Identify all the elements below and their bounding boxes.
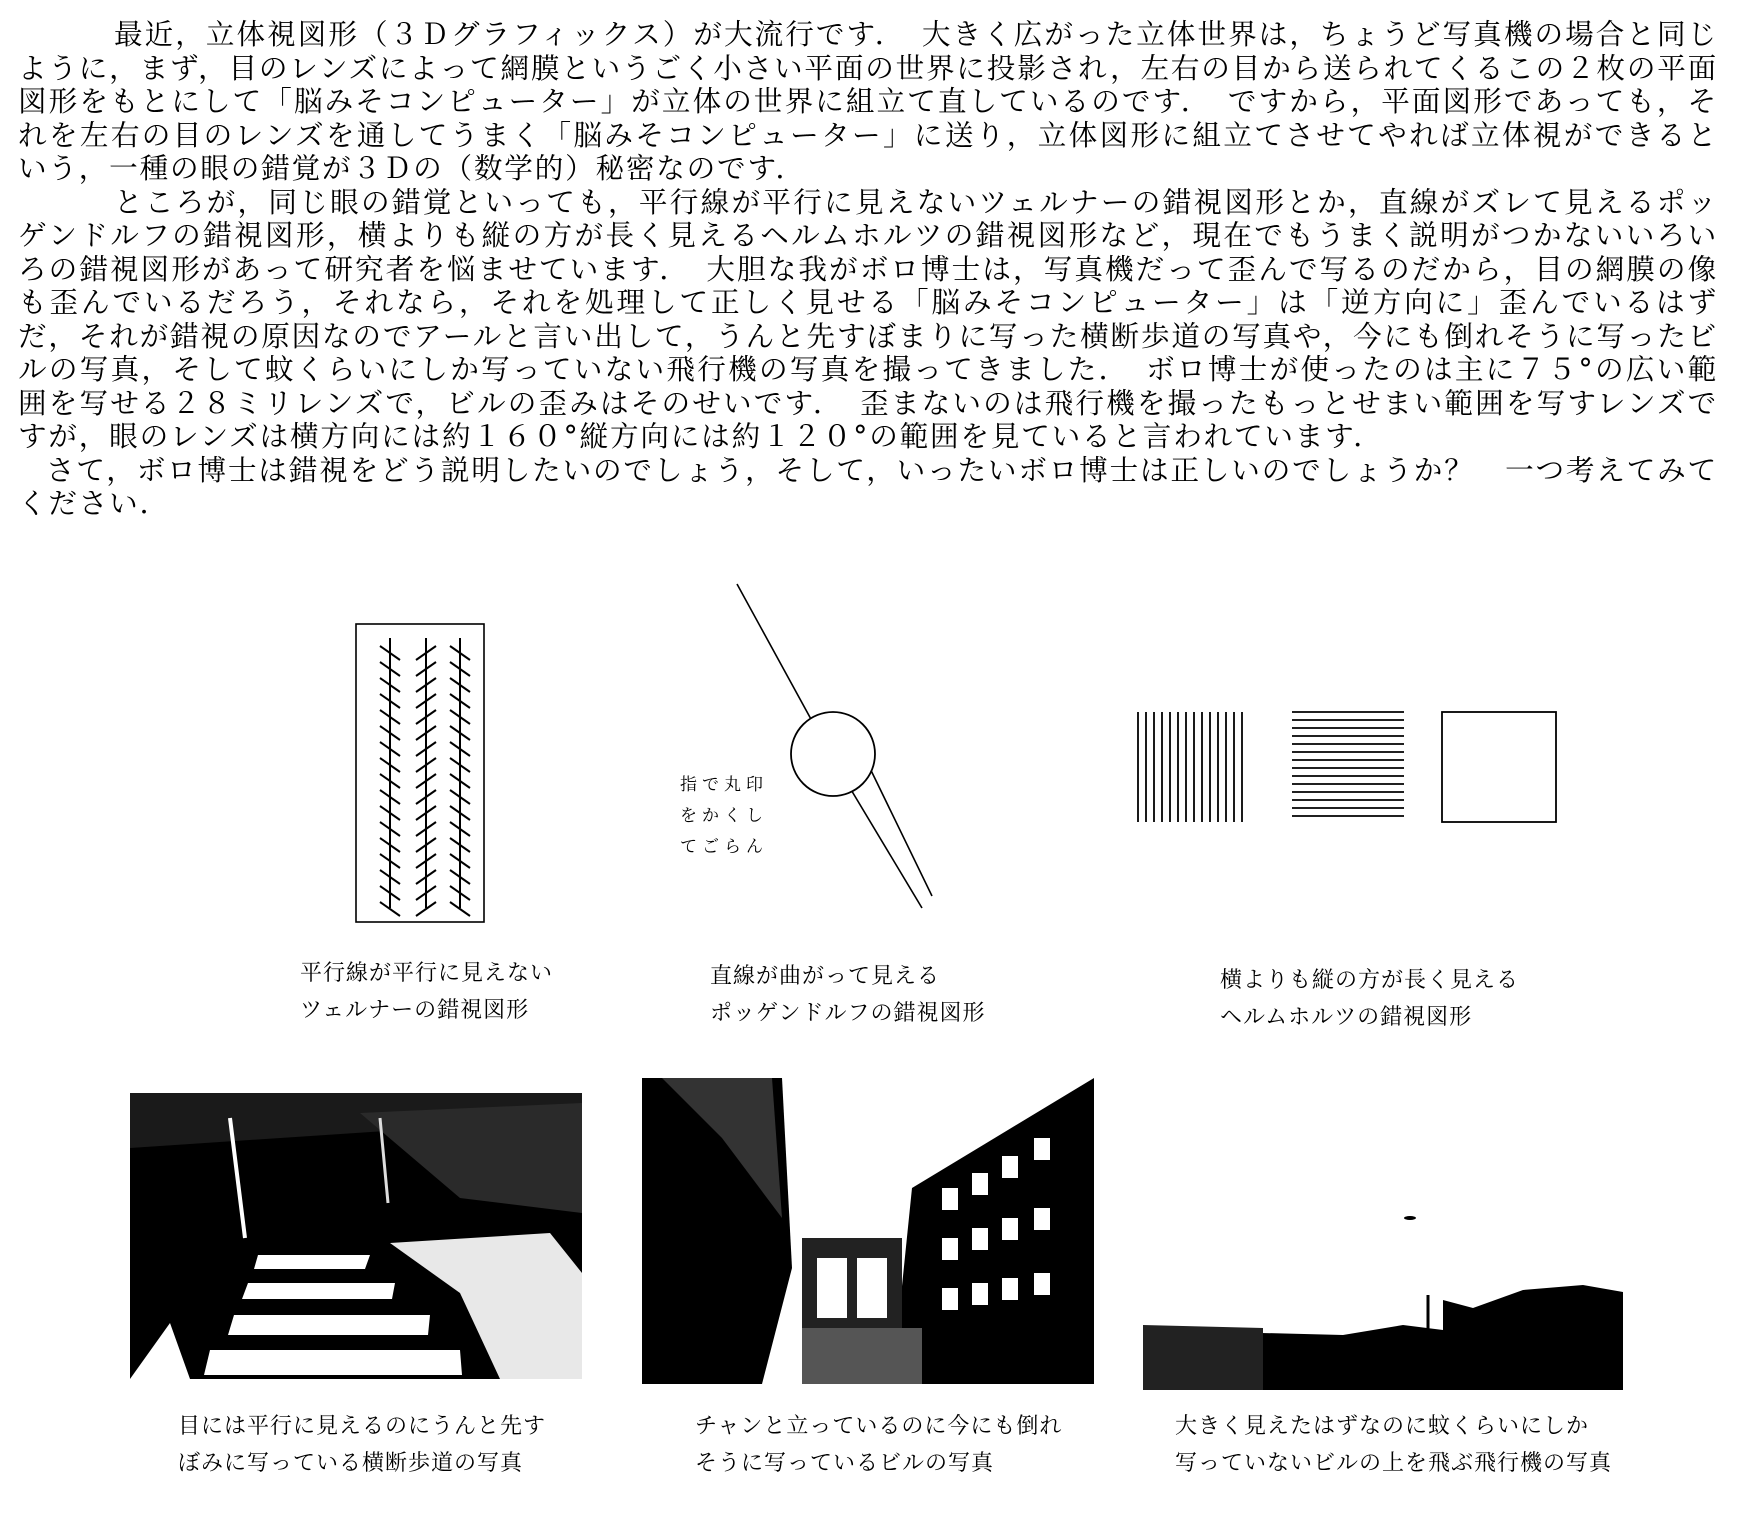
helmholtz-illusion-figure: [1132, 700, 1562, 830]
zollner-caption: 平行線が平行に見えない ツェルナーの錯視図形: [300, 961, 554, 1023]
crosswalk-caption: 目には平行に見えるのにうんと先す ぼみに写っている横断歩道の写真: [178, 1414, 547, 1476]
poggendorff-note: 指で丸印 をかくし てごらん: [680, 775, 768, 857]
zollner-illusion-figure: [350, 618, 490, 928]
building-caption: チャンと立っているのに今にも倒れ そうに写っているビルの写真: [695, 1414, 1063, 1476]
airplane-photo: [1143, 1180, 1623, 1390]
airplane-caption: 大きく見えたはずなのに蚊くらいにしか 写っていないビルの上を飛ぶ飛行機の写真: [1175, 1414, 1613, 1476]
poggendorff-caption: 直線が曲がって見える ポッゲンドルフの錯視図形: [710, 964, 986, 1026]
paragraph-2: ところが，同じ眼の錯覚といっても，平行線が平行に見えないツェルナーの錯視図形とか，直線がズレて見えるポッゲンドルフの錯視図形，横よりも縦の方が長く見えるヘルムホルツの錯視図形など，現在でもうまく説明がつかないいろいろの錯視図形があって研究者を悩ませています． 大胆な我がボロ博士は，写真機だって歪んで写るのだから，目の網膜の像も歪んでいるだろう，それなら，それを処理して正しく見せる「脳みそコンピューター」は「逆方向に」歪んでいるはずだ，それが錯視の原因なのでアールと言い出して，うんと先すぼまりに写った横断歩道の写真や，今にも倒れそうに写ったビルの写真，そして蚊くらいにしか写っていない飛行機の写真を撮ってきました． ボロ博士が使ったのは主に７５°の広い範囲を写せる２８ミリレンズで，ビルの歪みはそのせいです． 歪まないのは飛行機を撮ったもっとせまい範囲を写すレンズですが，眼のレンズは横方向には約１６０°縦方向には約１２０°の範囲を見ていると言われています．: [18, 184, 1718, 453]
helmholtz-caption: 横よりも縦の方が長く見える ヘルムホルツの錯視図形: [1220, 968, 1520, 1030]
body-text: [18, 18, 1718, 521]
paragraph-3: さて，ボロ博士は錯視をどう説明したいのでしょう，そして，いったいボロ博士は正しいのでしょうか？ 一つ考えてみてください．: [18, 452, 1718, 520]
poggendorff-illusion-figure: [725, 578, 945, 918]
paragraph-1: 最近，立体視図形（３Ｄグラフィックス）が大流行です． 大きく広がった立体世界は，ちょうど写真機の場合と同じように，まず，目のレンズによって網膜というごく小さい平面の世界に投影され，左右の目から送られてくるこの２枚の平面図形をもとにして「脳みそコンピューター」が立体の世界に組立て直しているのです． ですから，平面図形であっても，それを左右の目のレンズを通してうまく「脳みそコンピューター」に送り，立体図形に組立てさせてやれば立体視ができるという，一種の眼の錯覚が３Ｄの（数学的）秘密なのです．: [18, 17, 1718, 185]
crosswalk-photo: [130, 1093, 582, 1379]
airplane-icon: [1404, 1216, 1416, 1220]
building-photo: [642, 1078, 1094, 1384]
